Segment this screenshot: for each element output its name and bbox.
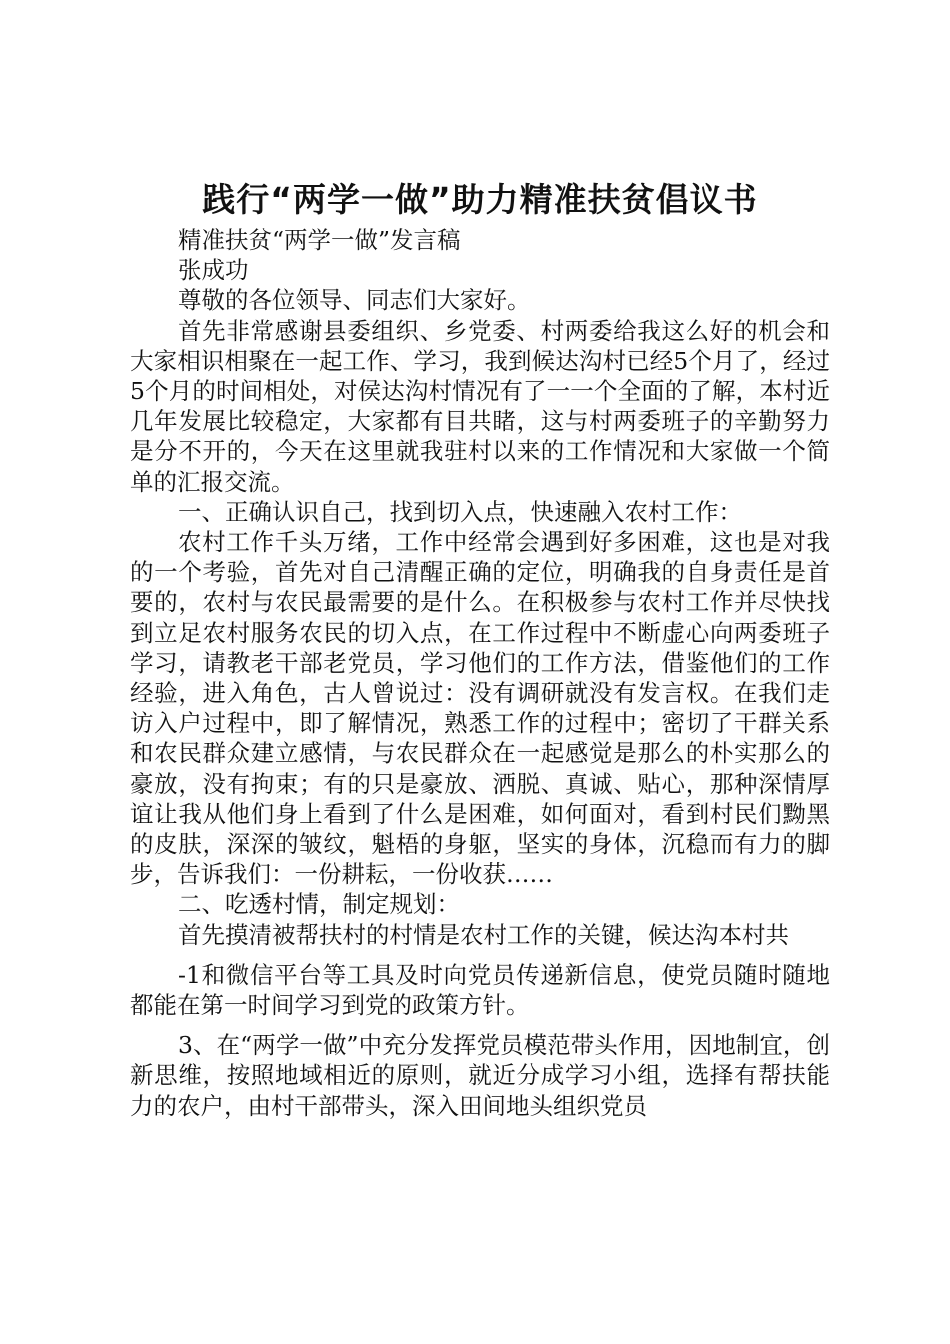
document-subtitle: 精准扶贫“两学一做”发言稿 bbox=[178, 226, 461, 254]
document-title: 践行“两学一做”助力精准扶贫倡议书 bbox=[202, 180, 758, 219]
paragraph-section-1: 农村工作千头万绪，工作中经常会遇到好多困难，这也是对我的一个考验，首先对自己清醒正确的定位，明确我的自身责任是首要的，农村与农民最需要的是什么。在积极参与农村工作并尽快找到立足农村服务农民的切入点，在工作过程中不断虚心向两委班子学习，请教老干部老党员，学习他们的工作方法，借鉴他们的工作经验，进入角色，古人曾说过：没有调研就没有发言权。在我们走访入户过程中，即了解情况，熟悉工作的过程中；密切了干群关系和农民群众建立感情，与农民群众在一起感觉是那么的朴实那么的豪放，没有拘束；有的只是豪放、洒脱、真诚、贴心，那种深情厚谊让我从他们身上看到了什么是困难，如何面对，看到村民们黝黑的皮肤，深深的皱纹，魁梧的身躯，坚实的身体，沉稳而有力的脚步，告诉我们：一份耕耘，一份收获…… bbox=[130, 528, 830, 889]
document-page bbox=[130, 180, 830, 1121]
document-author: 张成功 bbox=[178, 256, 249, 285]
paragraph-fragment: -1和微信平台等工具及时向党员传递新信息，使党员随时随地都能在第一时间学习到党的政策方针。 bbox=[130, 960, 830, 1020]
paragraph-section-2: 首先摸清被帮扶村的村情是农村工作的关键，候达沟本村共 bbox=[178, 920, 789, 949]
paragraph-item-3: 3、在“两学一做”中充分发挥党员模范带头作用，因地制宜，创新思维，按照地域相近的原则，就近分成学习小组，选择有帮扶能力的农户，由村干部带头，深入田间地头组织党员 bbox=[130, 1031, 830, 1120]
section-heading-1: 一、正确认识自己，找到切入点，快速融入农村工作： bbox=[178, 497, 742, 526]
section-heading-2: 二、吃透村情，制定规划： bbox=[178, 890, 460, 919]
document-greeting: 尊敬的各位领导、同志们大家好。 bbox=[178, 286, 531, 315]
paragraph-intro: 首先非常感谢县委组织、乡党委、村两委给我这么好的机会和大家相识相聚在一起工作、学习，我到候达沟村已经5个月了，经过5个月的时间相处，对侯达沟村情况有了一一个全面的了解，本村近几年发展比较稳定，大家都有目共睹，这与村两委班子的辛勤努力是分不开的，今天在这里就我驻村以来的工作情况和大家做一个简单的汇报交流。 bbox=[130, 316, 830, 496]
